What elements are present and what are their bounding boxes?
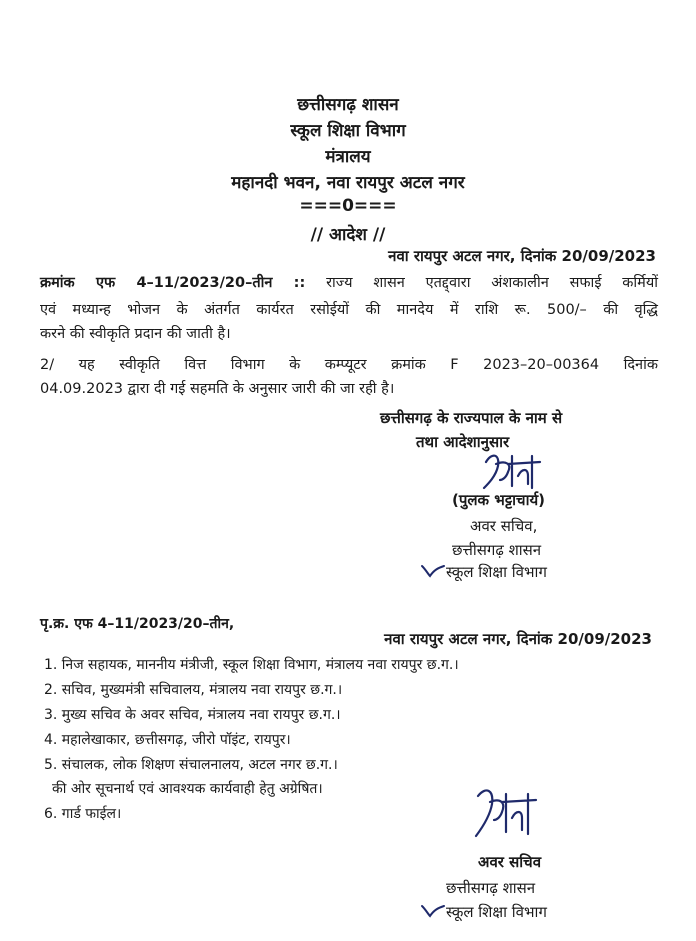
- signature-2: [468, 786, 548, 842]
- forwarding-note: की ओर सूचनार्थ एवं आवश्यक कार्यवाही हेतु अग्रेषित।: [52, 781, 323, 797]
- order-para2-line1: 2/ यह स्वीकृति वित्त विभाग के कम्प्यूटर क्रमांक F 2023–20–00364 दिनांक: [40, 357, 658, 373]
- order-reference: क्रमांक एफ 4–11/2023/20–तीन ::: [40, 275, 306, 291]
- signatory2-department: स्कूल शिक्षा विभाग: [446, 903, 547, 921]
- ministry-heading: मंत्रालय: [325, 147, 371, 167]
- recipient-1: 1. निज सहायक, माननीय मंत्रीजी, स्कूल शिक्षा विभाग, मंत्रालय नवा रायपुर छ.ग.।: [44, 657, 459, 673]
- address-heading: महानदी भवन, नवा रायपुर अटल नगर: [231, 173, 465, 193]
- recipient-2: 2. सचिव, मुख्यमंत्री सचिवालय, मंत्रालय नवा रायपुर छ.ग.।: [44, 682, 343, 698]
- recipient-6: 6. गार्ड फाईल।: [44, 806, 122, 822]
- signatory2-govt: छत्तीसगढ़ शासन: [446, 879, 536, 897]
- department-heading: स्कूल शिक्षा विभाग: [290, 121, 406, 141]
- order-title: // आदेश //: [310, 225, 386, 245]
- tick-mark-2-icon: [420, 902, 446, 918]
- signatory-department: स्कूल शिक्षा विभाग: [446, 563, 547, 581]
- endorsement-ref: पृ.क्र. एफ 4–11/2023/20–तीन,: [40, 616, 235, 632]
- tick-mark-icon: [420, 562, 446, 578]
- order-para1-line1: [40, 272, 658, 292]
- recipient-5: 5. संचालक, लोक शिक्षण संचालनालय, अटल नगर छ.ग.।: [44, 757, 338, 773]
- signatory-govt: छत्तीसगढ़ शासन: [452, 541, 542, 559]
- govt-heading: छत्तीसगढ़ शासन: [297, 95, 399, 115]
- recipient-3: 3. मुख्य सचिव के अवर सचिव, मंत्रालय नवा रायपुर छ.ग.।: [44, 707, 341, 723]
- signatory-name: (पुलक भट्टाचार्य): [452, 491, 546, 509]
- order-place-date: नवा रायपुर अटल नगर, दिनांक 20/09/2023: [388, 247, 656, 265]
- recipient-4: 4. महालेखाकार, छत्तीसगढ़, जीरो पॉइंट, रायपुर।: [44, 732, 291, 748]
- order-para2-line2: 04.09.2023 द्वारा दी गई सहमति के अनुसार जारी की जा रही है।: [40, 381, 395, 397]
- signatory-designation: अवर सचिव,: [470, 517, 538, 535]
- order-para1-line3: करने की स्वीकृति प्रदान की जाती है।: [40, 326, 231, 342]
- endorsement-place-date: नवा रायपुर अटल नगर, दिनांक 20/09/2023: [384, 630, 652, 648]
- order-para1-text: राज्य शासन एतद्द्वारा अंशकालीन सफाई कर्मियों: [326, 275, 658, 291]
- authority-line1: छत्तीसगढ़ के राज्यपाल के नाम से: [380, 409, 563, 427]
- authority-line2: तथा आदेशानुसार: [416, 433, 510, 451]
- signatory2-designation: अवर सचिव: [478, 853, 542, 871]
- signature-1: [478, 450, 558, 494]
- order-para1-line2: एवं मध्यान्ह भोजन के अंतर्गत कार्यरत रसोईयों की मानदेय में राशि रू. 500/– की वृद्धि: [40, 302, 658, 318]
- separator: ===0===: [299, 196, 397, 216]
